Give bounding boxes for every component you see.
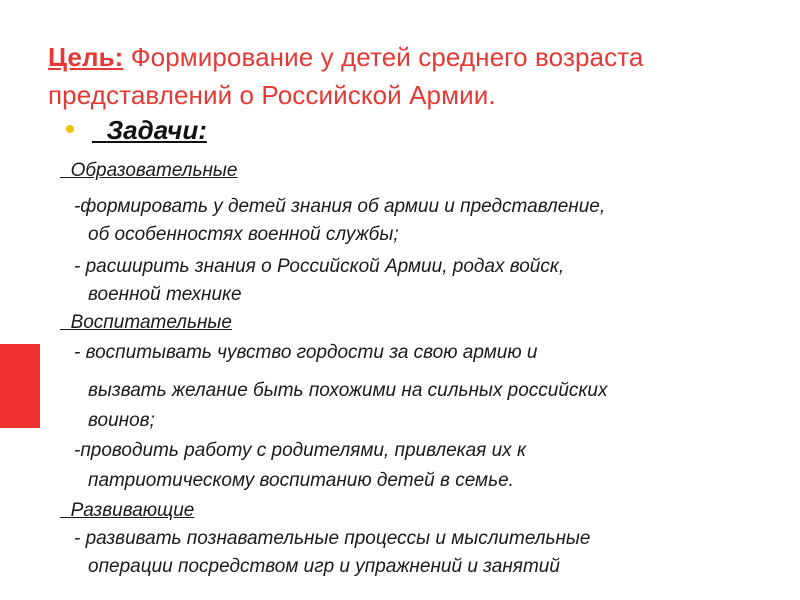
slide-title	[48, 38, 768, 114]
side-accent-bar	[0, 344, 40, 428]
list-item-continuation: патриотическому воспитанию детей в семье.	[88, 470, 514, 491]
goal-label: Цель:	[48, 42, 124, 72]
heading-underline-lead	[92, 115, 106, 145]
category-developmental	[60, 500, 194, 522]
list-item: -проводить работу с родителями, привлекая их к	[74, 440, 526, 461]
category-educational	[60, 160, 237, 182]
category-label: Развивающие	[70, 500, 195, 521]
goal-text-line2: представлений о Российской Армии.	[48, 80, 496, 110]
list-item: - расширить знания о Российской Армии, родах войск,	[74, 256, 565, 277]
category-label: Воспитательные	[70, 312, 232, 333]
category-label: Образовательные	[70, 160, 238, 181]
goal-text-line1: Формирование у детей среднего возраста	[123, 42, 644, 72]
list-item-continuation: вызвать желание быть похожими на сильных российских	[88, 380, 608, 401]
list-item-continuation: воинов;	[88, 410, 155, 431]
category-upbringing	[60, 312, 232, 334]
list-item: -формировать у детей знания об армии и представление,	[74, 196, 606, 217]
list-item: - развивать познавательные процессы и мыслительные	[74, 528, 591, 549]
list-item-continuation: об особенностях военной службы;	[88, 224, 399, 245]
tasks-heading-text: Задачи:	[106, 115, 207, 145]
bullet-icon	[66, 125, 74, 133]
tasks-heading	[66, 112, 207, 148]
list-item-continuation: операции посредством игр и упражнений и занятий	[88, 556, 560, 577]
list-item-continuation: военной технике	[88, 284, 242, 305]
list-item: - воспитывать чувство гордости за свою армию и	[74, 342, 538, 363]
